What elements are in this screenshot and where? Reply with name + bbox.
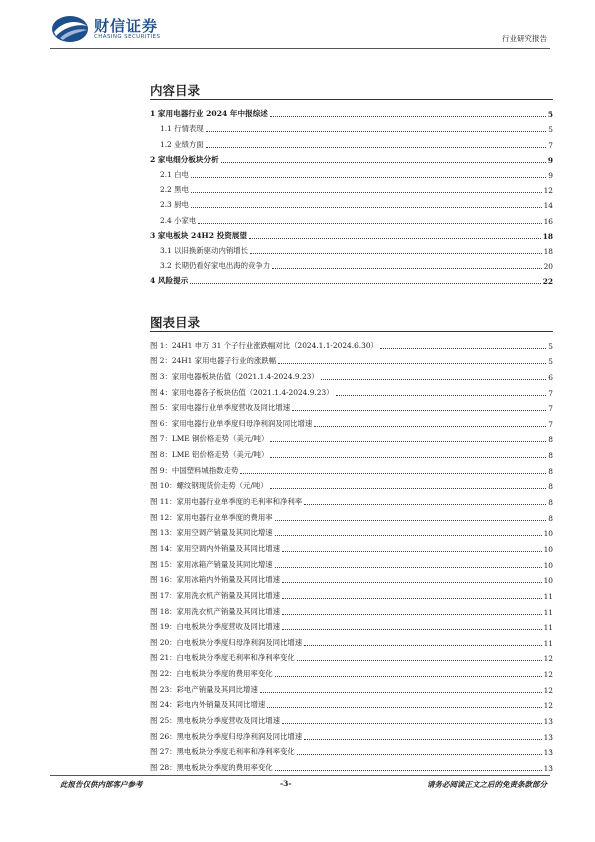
figure-entry-label: 图 10：螺纹钢现货价走势（元/吨） <box>150 481 268 491</box>
figure-entry[interactable] <box>150 632 553 648</box>
toc-entry[interactable] <box>150 150 553 165</box>
figure-entry-label: 图 28：黑电板块分季度的费用率变化 <box>150 762 273 772</box>
toc-entry[interactable] <box>150 226 553 241</box>
figure-entry-label: 图 22：白电板块分季度的费用率变化 <box>150 669 273 679</box>
figure-entry-label: 图 21：白电板块分季度毛利率和净利率变化 <box>150 653 295 663</box>
toc-entry-page: 7 <box>548 140 553 150</box>
dot-leader <box>191 207 542 208</box>
logo-name-en: CHASING SECURITIES <box>94 33 161 40</box>
dot-leader <box>304 645 541 646</box>
figure-entry-page: 13 <box>543 732 553 742</box>
dot-leader <box>250 253 542 254</box>
figure-entry-page: 13 <box>543 763 553 773</box>
figure-entry-label: 图 4：家用电器各子板块估值（2021.1.4-2024.9.23） <box>150 387 334 397</box>
dot-leader <box>270 457 546 458</box>
dot-leader <box>314 426 546 427</box>
dot-leader <box>275 567 542 568</box>
toc-entry-page: 18 <box>543 246 553 256</box>
figure-entry-label: 图 3：家用电器板块估值（2021.1.4-2024.9.23） <box>150 371 319 381</box>
figure-entry-label: 图 27：黑电板块分季度毛利率和净利率变化 <box>150 747 295 757</box>
dot-leader <box>297 660 542 661</box>
toc-entry[interactable] <box>150 195 553 210</box>
figure-entry[interactable] <box>150 429 553 445</box>
figure-entry-label: 图 12：家用电器行业单季度的费用率 <box>150 512 273 522</box>
figure-entry-page: 10 <box>543 544 553 554</box>
dot-leader <box>282 614 542 615</box>
toc-entry[interactable] <box>150 210 553 225</box>
figure-entry-label: 图 25：黑电板块分季度营收及同比增速 <box>150 716 281 726</box>
contents-title-divider <box>150 99 553 100</box>
toc-entry-page: 5 <box>548 125 553 135</box>
toc-entry-label: 2.2 黑电 <box>160 185 189 195</box>
toc-entry-page: 16 <box>543 216 553 226</box>
dot-leader <box>282 598 542 599</box>
figure-entry-page: 8 <box>548 513 553 523</box>
toc-entry-label: 2.1 白电 <box>160 169 189 179</box>
figure-entry-label: 图 24：彩电内外销量及其同比增速 <box>150 700 266 710</box>
figure-entry-page: 8 <box>548 466 553 476</box>
figure-entry-page: 11 <box>543 591 553 601</box>
figure-entry-label: 图 11：家用电器行业单季度的毛利率和净利率 <box>150 497 303 507</box>
table-of-contents <box>150 104 553 286</box>
dot-leader <box>270 116 546 117</box>
toc-entry-label: 2.4 小家电 <box>160 215 197 225</box>
dot-leader <box>336 395 547 396</box>
toc-entry-label: 3.1 以旧换新驱动内销增长 <box>160 245 249 255</box>
figure-entry[interactable] <box>150 742 553 758</box>
logo-name-cn: 财信证券 <box>94 16 159 35</box>
figure-entry-page: 6 <box>548 372 553 382</box>
dot-leader <box>191 177 546 178</box>
dot-leader <box>380 348 546 349</box>
figure-entry[interactable] <box>150 663 553 679</box>
dot-leader <box>267 707 541 708</box>
dot-leader <box>297 754 542 755</box>
toc-entry-page: 20 <box>543 262 553 272</box>
figures-title-divider <box>150 331 553 332</box>
contents-title: 内容目录 <box>150 83 201 98</box>
figure-entry-page: 12 <box>543 685 553 695</box>
figure-entry[interactable] <box>150 585 553 601</box>
figure-entry-label: 图 2：24H1 家用电器子行业的涨跌幅 <box>150 356 277 366</box>
dot-leader <box>275 520 547 521</box>
dot-leader <box>275 676 542 677</box>
dot-leader <box>270 488 547 489</box>
dot-leader <box>282 723 542 724</box>
figure-entry-label: 图 14：家用空调内外销量及其同比增速 <box>150 543 281 553</box>
figure-entry-page: 8 <box>548 498 553 508</box>
figure-entry[interactable] <box>150 538 553 554</box>
toc-entry-page: 18 <box>542 231 553 241</box>
toc-entry-label: 4 风险提示 <box>150 276 189 286</box>
figure-entry[interactable] <box>150 444 553 460</box>
figure-entry-page: 10 <box>543 560 553 570</box>
dot-leader <box>240 473 546 474</box>
toc-entry-page: 9 <box>547 155 553 165</box>
figure-entry-page: 11 <box>543 638 553 648</box>
company-logo <box>50 14 160 44</box>
footer-notice: 请务必阅读正文之后的免责条款部分 <box>427 780 547 789</box>
figure-entry-label: 图 23：彩电产销量及其同比增速 <box>150 684 258 694</box>
footer-divider <box>50 775 550 776</box>
toc-entry-page: 12 <box>543 186 553 196</box>
figure-entry-label: 图 20：白电板块分季度归母净利润及同比增速 <box>150 637 303 647</box>
figure-entry-page: 12 <box>543 670 553 680</box>
figure-entry[interactable] <box>150 460 553 476</box>
figure-entry-label: 图 1：24H1 申万 31 个子行业涨跌幅对比（2024.1.1-2024.6.30） <box>150 340 378 350</box>
figure-entry-page: 5 <box>548 341 553 351</box>
dot-leader <box>275 535 542 536</box>
figure-entry[interactable] <box>150 366 553 382</box>
dot-leader <box>272 268 541 269</box>
toc-entry-label: 1.1 行情表现 <box>160 124 204 134</box>
figure-entry-page: 10 <box>543 529 553 539</box>
figure-entry-page: 7 <box>548 419 553 429</box>
page-number: -3- <box>280 779 292 788</box>
figure-entry-page: 7 <box>548 404 553 414</box>
figure-entry[interactable] <box>150 554 553 570</box>
figure-entry[interactable] <box>150 523 553 539</box>
figure-entry-page: 13 <box>543 748 553 758</box>
header-divider <box>50 48 550 49</box>
figure-entry[interactable] <box>150 335 553 351</box>
figure-entry-label: 图 15：家用冰箱产销量及其同比增速 <box>150 559 273 569</box>
figure-entry[interactable] <box>150 726 553 742</box>
toc-entry[interactable] <box>150 119 553 134</box>
figure-entry-label: 图 13：家用空调产销量及其同比增速 <box>150 528 273 538</box>
figure-entry-label: 图 9：中国塑料城指数走势 <box>150 465 239 475</box>
figure-entry-label: 图 7：LME 铜价格走势（美元/吨） <box>150 434 269 444</box>
report-type-label: 行业研究报告 <box>502 34 547 43</box>
toc-entry-page: 5 <box>547 110 553 120</box>
figure-entry-page: 11 <box>543 623 553 633</box>
figure-entry-page: 10 <box>543 576 553 586</box>
figure-entry-label: 图 6：家用电器行业单季度归母净利润及同比增速 <box>150 418 313 428</box>
toc-entry[interactable] <box>150 256 553 271</box>
dot-leader <box>278 363 546 364</box>
figure-entry[interactable] <box>150 413 553 429</box>
figure-entry[interactable] <box>150 617 553 633</box>
dot-leader <box>190 283 540 284</box>
figure-entry-page: 8 <box>548 451 553 461</box>
dot-leader <box>270 441 546 442</box>
dot-leader <box>206 147 547 148</box>
toc-entry-label: 3 家电板块 24H2 投资展望 <box>150 230 247 240</box>
toc-entry[interactable] <box>150 134 553 149</box>
figure-entry[interactable] <box>150 570 553 586</box>
figure-entry[interactable] <box>150 679 553 695</box>
figure-entry[interactable] <box>150 757 553 773</box>
dot-leader <box>292 410 546 411</box>
toc-entry[interactable] <box>150 180 553 195</box>
dot-leader <box>321 379 547 380</box>
dot-leader <box>221 162 546 163</box>
figure-entry-page: 12 <box>543 654 553 664</box>
figure-entry[interactable] <box>150 491 553 507</box>
figure-entry-label: 图 17：家用洗衣机产销量及其同比增速 <box>150 590 281 600</box>
figure-entry-page: 12 <box>543 701 553 711</box>
dot-leader <box>198 223 541 224</box>
toc-entry[interactable] <box>150 271 553 286</box>
list-of-figures <box>150 335 553 773</box>
toc-entry-label: 1 家用电器行业 2024 年中报综述 <box>150 109 268 119</box>
figure-entry-page: 13 <box>543 717 553 727</box>
dot-leader <box>191 192 542 193</box>
toc-entry[interactable] <box>150 165 553 180</box>
toc-entry-label: 2 家电细分板块分析 <box>150 154 219 164</box>
figure-entry-label: 图 16：家用冰箱内外销量及其同比增速 <box>150 575 281 585</box>
toc-entry-page: 9 <box>548 170 553 180</box>
toc-entry[interactable] <box>150 104 553 119</box>
page-header <box>0 0 595 50</box>
toc-entry-page: 22 <box>542 277 553 287</box>
toc-entry-label: 2.3 厨电 <box>160 200 189 210</box>
dot-leader <box>206 131 547 132</box>
figures-title: 图表目录 <box>150 315 201 330</box>
toc-entry-label: 1.2 业绩方面 <box>160 139 204 149</box>
figure-entry[interactable] <box>150 351 553 367</box>
dot-leader <box>304 504 546 505</box>
dot-leader <box>275 770 542 771</box>
logo-text <box>94 18 160 41</box>
dot-leader <box>282 629 542 630</box>
figure-entry-label: 图 26：黑电板块分季度归母净利润及同比增速 <box>150 731 303 741</box>
toc-entry-page: 14 <box>543 201 553 211</box>
figure-entry-label: 图 8：LME 铝价格走势（美元/吨） <box>150 450 269 460</box>
dot-leader <box>282 551 542 552</box>
figure-entry-label: 图 18：家用洗衣机产销量及其同比增速 <box>150 606 281 616</box>
figure-entry-label: 图 5：家用电器行业单季度营收及同比增速 <box>150 403 291 413</box>
figure-entry-page: 11 <box>543 607 553 617</box>
dot-leader <box>304 739 541 740</box>
figure-entry[interactable] <box>150 710 553 726</box>
chasing-securities-logo-icon <box>50 14 90 44</box>
figure-entry[interactable] <box>150 382 553 398</box>
figure-entry[interactable] <box>150 398 553 414</box>
figure-entry-label: 图 19：白电板块分季度营收及同比增速 <box>150 622 281 632</box>
figure-entry[interactable] <box>150 648 553 664</box>
figure-entry-page: 7 <box>548 388 553 398</box>
dot-leader <box>282 582 542 583</box>
figure-entry[interactable] <box>150 601 553 617</box>
dot-leader <box>249 238 541 239</box>
figure-entry-page: 8 <box>548 482 553 492</box>
toc-entry[interactable] <box>150 241 553 256</box>
footer-disclaimer: 此报告仅供内部客户参考 <box>60 780 143 789</box>
figure-entry[interactable] <box>150 476 553 492</box>
dot-leader <box>260 692 542 693</box>
figure-entry-page: 8 <box>548 435 553 445</box>
figure-entry[interactable] <box>150 695 553 711</box>
figure-entry[interactable] <box>150 507 553 523</box>
toc-entry-label: 3.2 长期仍看好家电出海的竞争力 <box>160 261 271 271</box>
figure-entry-page: 5 <box>548 357 553 367</box>
